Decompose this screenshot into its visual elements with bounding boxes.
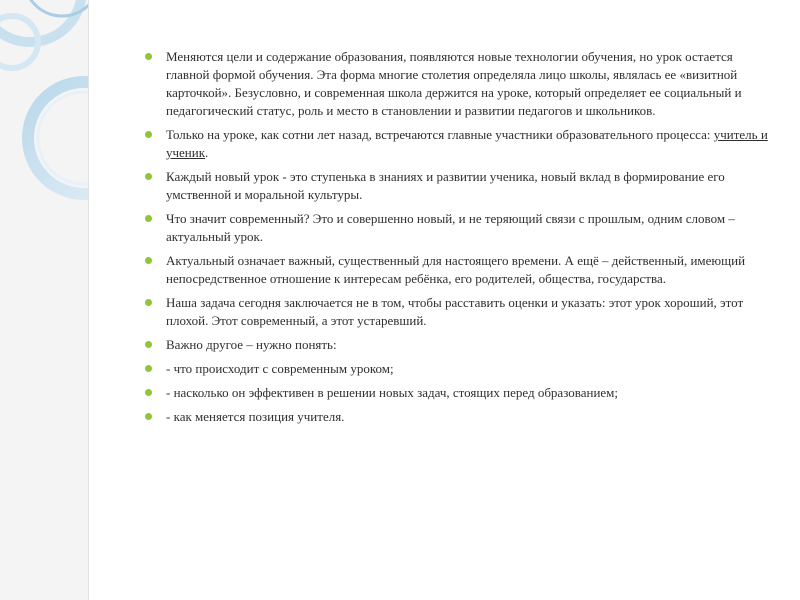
paragraph-text: Меняются цели и содержание образования, появляются новые технологии обучения, но урок остается главной формой обучения. Эта форма многие столетия определяла лицо школы, являлась ее «визитной карточкой». Безусловно, и современная школа держится на уроке, который определяет ее социальный и педагогический статус, роль и место в становлении и развитии педагогов и школьников. xyxy=(166,49,742,118)
bullet-dot-icon xyxy=(145,299,152,306)
list-item xyxy=(145,294,775,330)
paragraph-text: Только на уроке, как сотни лет назад, встречаются главные участники образовательного процесса: xyxy=(166,127,714,142)
underlined-phrase: учитель и ученик xyxy=(166,127,768,160)
bullet-dot-icon xyxy=(145,257,152,264)
list-item xyxy=(145,210,775,246)
bullet-dot-icon xyxy=(145,215,152,222)
paragraph-text: Наша задача сегодня заключается не в том, чтобы расставить оценки и указать: этот урок хороший, этот плохой. Этот современный, а этот устаревший. xyxy=(166,295,744,328)
bullet-dot-icon xyxy=(145,341,152,348)
bullet-list xyxy=(145,48,775,426)
list-item xyxy=(145,408,775,426)
list-item xyxy=(145,168,775,204)
paragraph-text: Каждый новый урок - это ступенька в знаниях и развитии ученика, новый вклад в формирование его умственной и моральной культуры. xyxy=(166,169,725,202)
list-item xyxy=(145,252,775,288)
list-item xyxy=(145,48,775,120)
paragraph-suffix: . xyxy=(205,145,209,160)
decorative-circles xyxy=(0,0,88,600)
bullet-dot-icon xyxy=(145,365,152,372)
list-item xyxy=(145,126,775,162)
list-item xyxy=(145,384,775,402)
paragraph-text: - как меняется позиция учителя. xyxy=(166,409,345,424)
left-decorative-panel xyxy=(0,0,89,600)
paragraph-text: - насколько он эффективен в решении новых задач, стоящих перед образованием; xyxy=(166,385,619,400)
bullet-dot-icon xyxy=(145,389,152,396)
paragraph-text: Важно другое – нужно понять: xyxy=(166,337,337,352)
paragraph-text: Что значит современный? Это и совершенно новый, и не теряющий связи с прошлым, одним словом – актуальный урок. xyxy=(166,211,735,244)
list-item xyxy=(145,360,775,378)
bullet-dot-icon xyxy=(145,173,152,180)
slide-content xyxy=(145,48,775,432)
paragraph-text: - что происходит с современным уроком; xyxy=(166,361,394,376)
bullet-dot-icon xyxy=(145,413,152,420)
bullet-dot-icon xyxy=(145,53,152,60)
bullet-dot-icon xyxy=(145,131,152,138)
paragraph-text: Актуальный означает важный, существенный для настоящего времени. А ещё – действенный, имеющий непосредственное отношение к интересам ребёнка, его родителей, общества, государства. xyxy=(166,253,746,286)
list-item xyxy=(145,336,775,354)
